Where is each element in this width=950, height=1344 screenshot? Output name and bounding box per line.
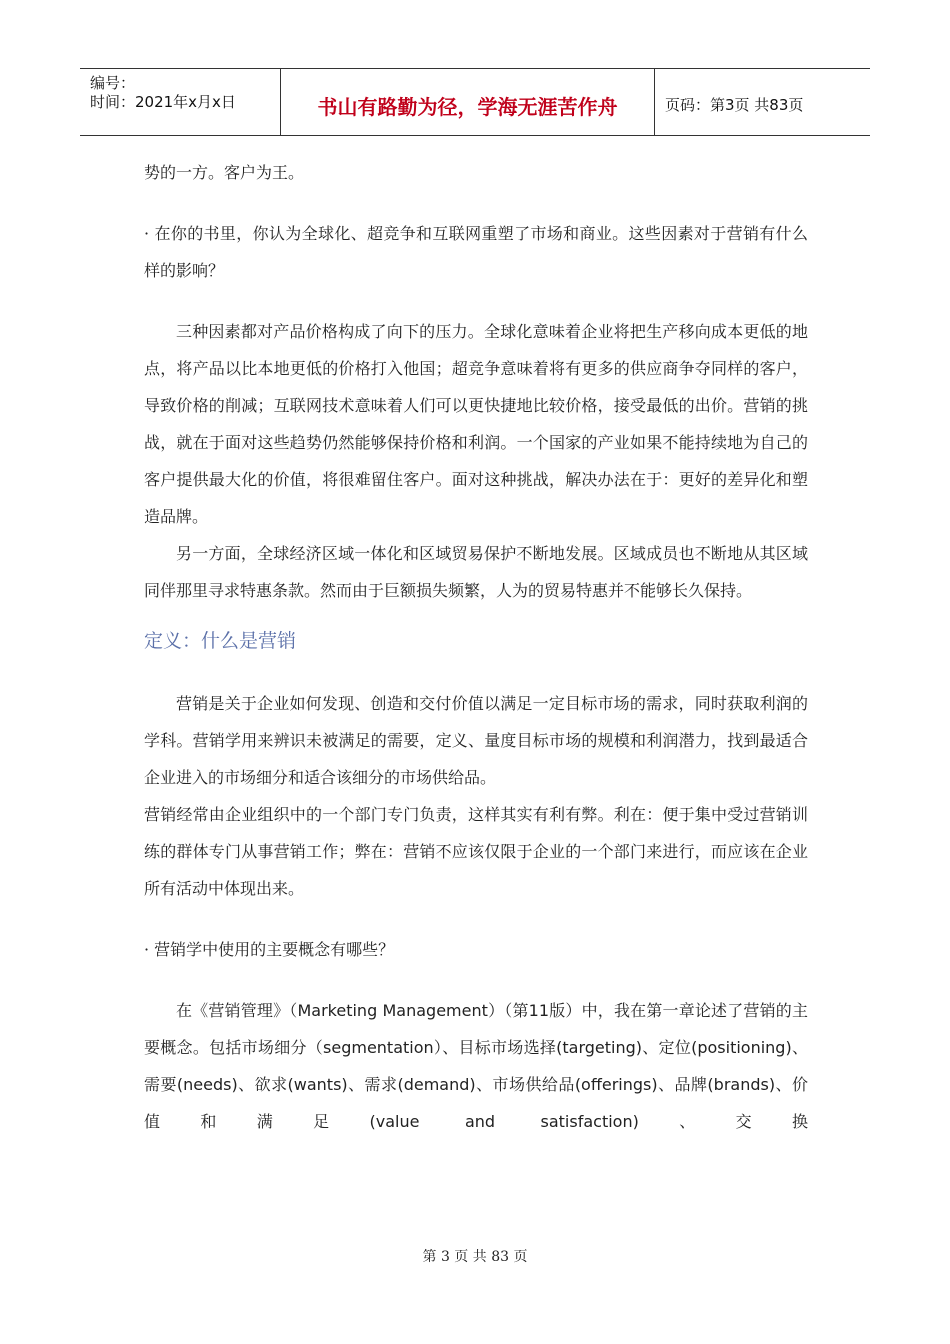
- header-motto-cell: [281, 69, 655, 135]
- paragraph-marketing-definition: 营销是关于企业如何发现、创造和交付价值以满足一定目标市场的需求，同时获取利润的学科。营销学用来辨识未被满足的需要，定义、量度目标市场的规模和利润潜力，找到最适合企业进入的市场细分和适合该细分的市场供给品。: [144, 694, 808, 787]
- question-globalization: · 在你的书里，你认为全球化、超竞争和互联网重塑了市场和商业。这些因素对于营销有什么样的影响？: [144, 224, 808, 280]
- section-heading-marketing-definition: 定义：什么是营销: [144, 630, 297, 652]
- paragraph-regional-trade: 另一方面，全球经济区域一体化和区域贸易保护不断地发展。区域成员也不断地从其区域同伴那里寻求特惠条款。然而由于巨额损失频繁，人为的贸易特惠并不能够长久保持。: [144, 544, 808, 600]
- question-key-concepts: · 营销学中使用的主要概念有哪些？: [144, 940, 395, 959]
- paragraph-key-concepts: 在《营销管理》（Marketing Management）（第11版）中，我在第一章论述了营销的主要概念。包括市场细分（segmentation）、目标市场选择(targeting)、定位(positioning)、需要(needs)、欲求(wants)、需求(demand)、市场供给品(offerings)、品牌(brands)、价值和满足(value and satisfaction)、交换: [144, 1001, 808, 1131]
- paragraph-price-pressure: 三种因素都对产品价格构成了向下的压力。全球化意味着企业将把生产移向成本更低的地点，将产品以比本地更低的价格打入他国；超竞争意味着将有更多的供应商争夺同样的客户，导致价格的削减；互联网技术意味着人们可以更快捷地比较价格，接受最低的出价。营销的挑战，就在于面对这些趋势仍然能够保持价格和利润。一个国家的产业如果不能持续地为自己的客户提供最大化的价值，将很难留住客户。面对这种挑战，解决办法在于：更好的差异化和塑造品牌。: [144, 322, 808, 526]
- header-page-cell: [655, 69, 870, 135]
- document-date: 时间：2021年x月x日: [90, 93, 236, 111]
- document-body: [144, 154, 808, 1140]
- paragraph-marketing-department: 营销经常由企业组织中的一个部门专门负责，这样其实有利有弊。利在：便于集中受过营销训练的群体专门从事营销工作；弊在：营销不应该仅限于企业的一个部门来进行，而应该在企业所有活动中体现出来。: [144, 805, 808, 898]
- header-left-cell: [80, 69, 281, 135]
- paragraph-continuation: 势的一方。客户为王。: [144, 163, 305, 182]
- page-header: [80, 68, 870, 136]
- document-number-label: 编号：: [90, 74, 136, 92]
- header-motto: 书山有路勤为径，学海无涯苦作舟: [317, 95, 618, 119]
- page-footer: 第 3 页 共 83 页: [422, 1249, 528, 1265]
- header-page-info: 页码：第3页 共83页: [665, 96, 804, 114]
